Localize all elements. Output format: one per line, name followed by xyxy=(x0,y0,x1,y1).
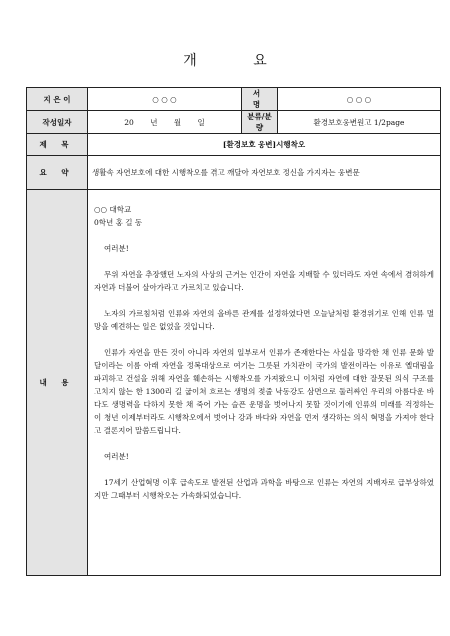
signature-label-text: 서 명 xyxy=(252,89,267,109)
category-value: 환경보호웅변원고 1/2page xyxy=(278,111,441,134)
author-label: 지 은 이 xyxy=(27,88,88,111)
subject-label xyxy=(27,134,88,156)
summary-label-text: 요 약 xyxy=(39,168,75,177)
page-title: 개 요 xyxy=(183,53,293,69)
subject-value: [환경보호 웅변]시행착오 xyxy=(88,134,441,156)
summary-row xyxy=(27,156,441,190)
author-value: ○ ○ ○ xyxy=(88,88,242,111)
school-line: ○○ 대학교 xyxy=(94,205,132,214)
summary-value: 생활속 자연보호에 대한 시행착오를 겪고 깨달아 자연보호 정신을 가지자는 웅변문 xyxy=(88,156,441,190)
content-body xyxy=(88,190,441,576)
paragraph-4: 17세기 산업혁명 이후 급속도로 발전된 산업과 과학을 바탕으로 인류는 자연의 지배자로 급부상하였지만 그때부터 시행착오는 가속화되었습니다. xyxy=(94,478,434,500)
summary-label xyxy=(27,156,88,190)
subject-label-text: 제 목 xyxy=(39,140,75,149)
content-label-text: 내 용 xyxy=(39,378,75,387)
content-label xyxy=(27,190,88,576)
category-label: 분류/분량 xyxy=(242,111,278,134)
paragraph-1: 무위 자연을 추장했던 노자의 사상의 근거는 인간이 자연을 지배할 수 있더라도 자연 속에서 겸허하게 자연과 더불어 살아가라고 가르치고 있습니다. xyxy=(94,270,434,292)
signature-value: ○ ○ ○ xyxy=(278,88,441,111)
paragraph-3: 인류가 자연을 만든 것이 아니라 자연의 일부로서 인류가 존재한다는 사실을 망각한 채 인류 문화 발달이라는 이름 아래 자연을 정복대상으로 여기는 그릇된 가치관이 국가의 발전이라는 이유로 옐대림을 파괴하고 건설을 위해 자연을 훼손하는 시행착오를 가져왔으니 이처럼 자연에 대한 잘못된 의식 구조를 고치지 않는 한 1300리 길 굽이쳐 흐르는 생명의 젖줄 낙동강도 삼면으로 둘러싸인 우리의 아름다운 바다도 생명력을 다하지 못한 채 죽어 가는 슬픈 운명을 벗어나지 못할 것이기에 인류의 미래를 걱정하는 이 청년 이제부터라도 시행착오에서 벗어나 강과 바다와 자연을 먼저 생각하는 의식 혁명을 가져야 한다고 결론지어 말씀드립니다. xyxy=(94,348,434,435)
student-line: 0학년 홍 길 동 xyxy=(94,218,143,227)
greeting-2: 여러분! xyxy=(104,452,129,461)
paragraph-2: 노자의 가르침처럼 인류와 자연의 올바른 관계를 설정하였다면 오늘날처럼 환경위기로 인해 인류 멸망을 예견하는 일은 없었을 것입니다. xyxy=(94,309,434,331)
author-row xyxy=(27,88,441,111)
signature-label xyxy=(242,88,278,111)
date-value: 20 년 월 일 xyxy=(88,111,242,134)
date-row xyxy=(27,111,441,134)
greeting-1: 여러분! xyxy=(104,244,129,253)
content-row xyxy=(27,190,441,576)
summary-form-table xyxy=(26,87,441,576)
date-label: 작성일자 xyxy=(27,111,88,134)
subject-row xyxy=(27,134,441,156)
